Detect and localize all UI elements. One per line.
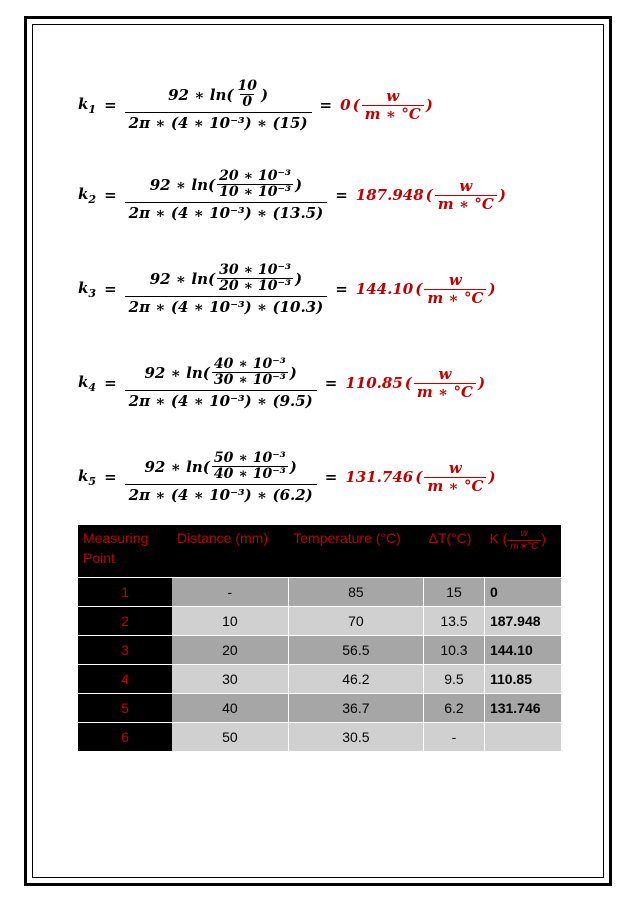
cell-k: 187.948 [484, 607, 561, 636]
unit-fraction [435, 178, 497, 214]
unit-fraction [362, 88, 424, 124]
unit-top: w [459, 176, 473, 195]
result [356, 178, 506, 214]
unit-bottom: m ∗ °C [414, 383, 476, 401]
unit-fraction [424, 460, 486, 496]
denominator: 2π ∗ (4 ∗ 10⁻³) ∗ (10.3) [125, 296, 328, 317]
equation-lhs [78, 279, 96, 300]
ratio-top: 50 ∗ 10⁻³ [213, 450, 286, 466]
cell-delta-t: 10.3 [424, 636, 485, 665]
equals-sign: = [324, 374, 338, 393]
denominator: 2π ∗ (4 ∗ 10⁻³) ∗ (13.5) [125, 202, 328, 223]
header-k-unit-bottom: m∗°C [507, 540, 541, 553]
unit-fraction [424, 272, 486, 308]
header-k-unit-top: w [520, 528, 528, 539]
cell-distance: 50 [172, 723, 288, 752]
result [340, 88, 433, 124]
k-symbol: k [78, 466, 89, 485]
numerator [146, 168, 306, 202]
result [356, 272, 496, 308]
equals-sign: = [335, 186, 348, 205]
ratio-fraction [217, 169, 293, 201]
main-fraction [125, 78, 312, 133]
ratio-bottom: 0 [242, 94, 253, 111]
result-value: 110.85 [345, 374, 403, 393]
unit-open-paren: ( [415, 280, 423, 299]
equation-lhs [78, 373, 96, 394]
equals-sign: = [104, 468, 117, 487]
cell-point: 6 [78, 723, 172, 752]
results-table [78, 525, 561, 751]
unit-open-paren: ( [425, 186, 433, 205]
table-row [78, 578, 561, 607]
table-row [78, 636, 561, 665]
equation-lhs [78, 185, 96, 206]
unit-close-paren: ) [498, 186, 506, 205]
unit-close-paren: ) [488, 280, 496, 299]
numerator-close-paren: ) [295, 175, 303, 194]
cell-k: 0 [484, 578, 561, 607]
cell-delta-t: 9.5 [424, 665, 485, 694]
denominator: 2π ∗ (4 ∗ 10⁻³) ∗ (6.2) [125, 484, 317, 505]
k-subscript: 1 [88, 102, 97, 116]
table-row [78, 607, 561, 636]
header-k [484, 525, 561, 578]
result-value: 187.948 [355, 186, 424, 205]
cell-k [484, 723, 561, 752]
numerator-close-paren: ) [289, 457, 297, 476]
cell-delta-t: 6.2 [424, 694, 485, 723]
ratio-fraction [235, 79, 258, 111]
cell-delta-t: 13.5 [424, 607, 485, 636]
equation-k4 [78, 356, 485, 411]
cell-temperature: 56.5 [288, 636, 423, 665]
numerator-close-paren: ) [295, 269, 303, 288]
unit-close-paren: ) [488, 468, 496, 487]
ratio-fraction [212, 357, 288, 389]
header-k-close: ) [541, 530, 546, 547]
k-symbol: k [78, 372, 89, 391]
cell-distance: 30 [172, 665, 288, 694]
k-symbol: k [78, 184, 89, 203]
cell-delta-t: 15 [424, 578, 485, 607]
main-fraction [125, 450, 317, 505]
denominator: 2π ∗ (4 ∗ 10⁻³) ∗ (9.5) [125, 390, 317, 411]
equals-sign: = [104, 96, 117, 115]
unit-bottom: m ∗ °C [362, 105, 424, 123]
result-value: 144.10 [355, 280, 414, 299]
k-subscript: 2 [88, 192, 97, 206]
numerator-close-paren: ) [289, 363, 297, 382]
numerator [140, 356, 300, 390]
cell-point: 5 [78, 694, 172, 723]
result-value: 0 [340, 96, 351, 115]
equals-sign: = [104, 374, 117, 393]
numerator [146, 262, 306, 296]
unit-open-paren: ( [352, 96, 360, 115]
ratio-bottom: 10 ∗ 10⁻³ [219, 184, 292, 201]
unit-close-paren: ) [425, 96, 433, 115]
unit-open-paren: ( [404, 374, 412, 393]
table-header-row [78, 525, 561, 578]
header-k-label: K ( [489, 530, 508, 547]
header-measuring-point: Measuring Point [78, 525, 172, 578]
unit-bottom: m ∗ °C [424, 477, 486, 495]
unit-fraction [414, 366, 476, 402]
main-fraction [125, 168, 328, 223]
cell-k: 110.85 [484, 665, 561, 694]
table-body [78, 578, 561, 752]
numerator-coefficient: 92 ∗ ln( [149, 175, 216, 194]
cell-temperature: 46.2 [288, 665, 423, 694]
cell-temperature: 70 [288, 607, 423, 636]
main-fraction [125, 262, 328, 317]
ratio-top: 10 [237, 78, 257, 94]
ratio-top: 20 ∗ 10⁻³ [219, 168, 292, 184]
k-symbol: k [78, 94, 89, 113]
unit-top: w [448, 458, 462, 477]
k-subscript: 4 [88, 380, 97, 394]
cell-distance: 20 [172, 636, 288, 665]
k-symbol: k [78, 278, 89, 297]
numerator [164, 78, 272, 112]
ratio-bottom: 40 ∗ 10⁻³ [213, 466, 286, 483]
cell-temperature: 36.7 [288, 694, 423, 723]
unit-top: w [448, 270, 462, 289]
cell-point: 4 [78, 665, 172, 694]
ratio-top: 40 ∗ 10⁻³ [213, 356, 286, 372]
table-row [78, 723, 561, 752]
numerator-coefficient: 92 ∗ ln( [168, 85, 234, 104]
cell-distance: 10 [172, 607, 288, 636]
unit-bottom: m ∗ °C [424, 289, 486, 307]
unit-bottom: m ∗ °C [435, 195, 497, 213]
equals-sign: = [104, 280, 117, 299]
cell-point: 2 [78, 607, 172, 636]
equals-sign: = [104, 186, 117, 205]
ratio-top: 30 ∗ 10⁻³ [219, 262, 292, 278]
result [345, 460, 495, 496]
equals-sign: = [319, 96, 333, 115]
cell-temperature: 30.5 [288, 723, 423, 752]
k-subscript: 5 [88, 474, 97, 488]
numerator-coefficient: 92 ∗ ln( [144, 363, 210, 382]
cell-k: 144.10 [484, 636, 561, 665]
header-k-unit [507, 528, 541, 552]
main-fraction [125, 356, 317, 411]
header-distance: Distance (mm) [172, 525, 288, 578]
result [345, 366, 485, 402]
denominator: 2π ∗ (4 ∗ 10⁻³) ∗ (15) [125, 112, 312, 133]
equation-k2 [78, 168, 506, 223]
cell-temperature: 85 [288, 578, 423, 607]
numerator [140, 450, 300, 484]
unit-close-paren: ) [478, 374, 486, 393]
equation-lhs [78, 467, 96, 488]
cell-k: 131.746 [484, 694, 561, 723]
unit-top: w [438, 364, 452, 383]
numerator-close-paren: ) [260, 85, 269, 104]
ratio-fraction [217, 263, 293, 295]
numerator-coefficient: 92 ∗ ln( [149, 269, 216, 288]
ratio-bottom: 30 ∗ 10⁻³ [213, 372, 286, 389]
unit-top: w [386, 86, 400, 105]
k-subscript: 3 [88, 286, 97, 300]
cell-point: 3 [78, 636, 172, 665]
equals-sign: = [324, 468, 338, 487]
cell-distance: - [172, 578, 288, 607]
header-delta-t: ΔT(°C) [424, 525, 485, 578]
equation-k5 [78, 450, 496, 505]
header-temperature: Temperature (°C) [288, 525, 423, 578]
cell-point: 1 [78, 578, 172, 607]
equation-k3 [78, 262, 496, 317]
result-value: 131.746 [345, 468, 414, 487]
table-row [78, 665, 561, 694]
ratio-bottom: 20 ∗ 10⁻³ [219, 278, 292, 295]
cell-delta-t: - [424, 723, 485, 752]
table-row [78, 694, 561, 723]
ratio-fraction [212, 451, 288, 483]
numerator-coefficient: 92 ∗ ln( [144, 457, 210, 476]
equation-lhs [78, 95, 96, 116]
cell-distance: 40 [172, 694, 288, 723]
unit-open-paren: ( [415, 468, 423, 487]
equation-k1 [78, 78, 433, 133]
equals-sign: = [335, 280, 348, 299]
